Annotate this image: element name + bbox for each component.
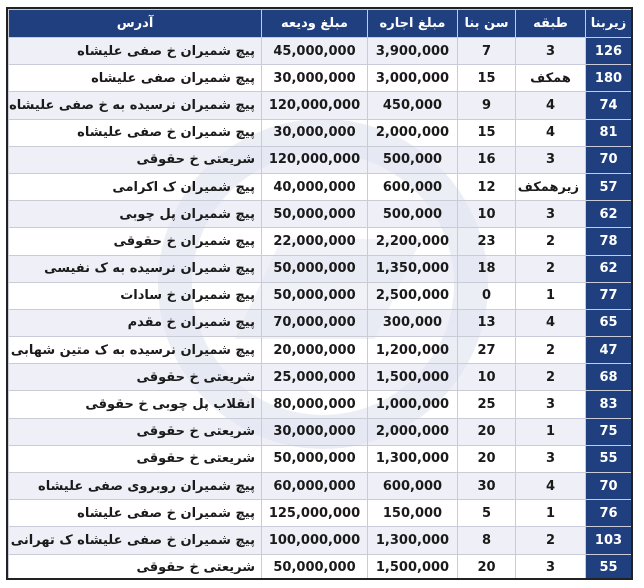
age-cell: 18 [458,255,516,282]
age-cell: 9 [458,92,516,119]
area-cell: 68 [586,364,632,391]
rent-cell: 2,200,000 [368,228,458,255]
deposit-cell: 50,000,000 [262,282,368,309]
deposit-cell: 45,000,000 [262,38,368,65]
age-cell: 15 [458,65,516,92]
rent-cell: 500,000 [368,201,458,228]
rent-cell: 2,000,000 [368,418,458,445]
table-row [9,38,632,65]
table-row [9,391,632,418]
rent-cell: 1,000,000 [368,391,458,418]
address-cell: پیچ شمیران خ صفی علیشاه ک تهرانی [9,527,262,554]
table-row [9,255,632,282]
table-row [9,146,632,173]
address-cell: پیچ شمیران صفی علیشاه [9,65,262,92]
floor-cell: 1 [516,282,586,309]
age-cell: 27 [458,337,516,364]
address-cell: پیچ شمیران پل چوبی [9,201,262,228]
table-row [9,473,632,500]
floor-cell: 1 [516,500,586,527]
area-cell: 70 [586,473,632,500]
age-cell: 10 [458,364,516,391]
floor-cell: 3 [516,445,586,472]
rent-cell: 1,500,000 [368,364,458,391]
deposit-cell: 25,000,000 [262,364,368,391]
header-address: آدرس [9,10,262,38]
table-row [9,418,632,445]
age-cell: 20 [458,554,516,580]
deposit-cell: 50,000,000 [262,255,368,282]
floor-cell: 2 [516,527,586,554]
rent-cell: 1,350,000 [368,255,458,282]
area-cell: 62 [586,255,632,282]
rent-cell: 2,500,000 [368,282,458,309]
rent-cell: 500,000 [368,146,458,173]
table-header-row [9,10,632,38]
area-cell: 74 [586,92,632,119]
floor-cell: 1 [516,418,586,445]
rent-cell: 1,500,000 [368,554,458,580]
table-row [9,228,632,255]
deposit-cell: 30,000,000 [262,65,368,92]
age-cell: 25 [458,391,516,418]
floor-cell: 2 [516,228,586,255]
area-cell: 70 [586,146,632,173]
address-cell: انقلاب پل چوبی خ حقوقی [9,391,262,418]
floor-cell: 3 [516,391,586,418]
rent-cell: 3,000,000 [368,65,458,92]
floor-cell: 4 [516,473,586,500]
deposit-cell: 40,000,000 [262,173,368,200]
age-cell: 7 [458,38,516,65]
header-area: زیربنا [586,10,632,38]
floor-cell: 4 [516,119,586,146]
deposit-cell: 120,000,000 [262,92,368,119]
deposit-cell: 80,000,000 [262,391,368,418]
rent-cell: 2,000,000 [368,119,458,146]
age-cell: 5 [458,500,516,527]
area-cell: 126 [586,38,632,65]
table-row [9,173,632,200]
age-cell: 30 [458,473,516,500]
age-cell: 23 [458,228,516,255]
header-rent: مبلغ اجاره [368,10,458,38]
table-body [9,38,632,581]
age-cell: 15 [458,119,516,146]
address-cell: شریعتی خ حقوقی [9,146,262,173]
rent-cell: 450,000 [368,92,458,119]
deposit-cell: 60,000,000 [262,473,368,500]
area-cell: 81 [586,119,632,146]
area-cell: 62 [586,201,632,228]
header-age: سن بنا [458,10,516,38]
deposit-cell: 125,000,000 [262,500,368,527]
deposit-cell: 50,000,000 [262,445,368,472]
table-row [9,500,632,527]
table-row [9,65,632,92]
floor-cell: 4 [516,309,586,336]
deposit-cell: 50,000,000 [262,554,368,580]
address-cell: پیچ شمیران ک اکرامی [9,173,262,200]
floor-cell: 2 [516,255,586,282]
deposit-cell: 30,000,000 [262,119,368,146]
address-cell: شریعتی خ حقوقی [9,554,262,580]
deposit-cell: 50,000,000 [262,201,368,228]
floor-cell: 3 [516,38,586,65]
table-row [9,92,632,119]
deposit-cell: 20,000,000 [262,337,368,364]
address-cell: پیچ شمیران خ مقدم [9,309,262,336]
area-cell: 57 [586,173,632,200]
deposit-cell: 120,000,000 [262,146,368,173]
rent-cell: 600,000 [368,173,458,200]
address-cell: پیچ شمیران نرسیده به ک نفیسی [9,255,262,282]
table-row [9,282,632,309]
area-cell: 76 [586,500,632,527]
rent-cell: 1,200,000 [368,337,458,364]
table-row [9,527,632,554]
area-cell: 65 [586,309,632,336]
rent-cell: 600,000 [368,473,458,500]
address-cell: شریعتی خ حقوقی [9,364,262,391]
age-cell: 12 [458,173,516,200]
area-cell: 77 [586,282,632,309]
rental-listings-table [8,9,632,580]
age-cell: 16 [458,146,516,173]
area-cell: 103 [586,527,632,554]
table-row [9,309,632,336]
floor-cell: 3 [516,146,586,173]
age-cell: 13 [458,309,516,336]
listing-table-frame [6,7,633,580]
address-cell: شریعتی خ حقوقی [9,418,262,445]
floor-cell: 4 [516,92,586,119]
area-cell: 83 [586,391,632,418]
area-cell: 78 [586,228,632,255]
floor-cell: 2 [516,364,586,391]
rent-cell: 300,000 [368,309,458,336]
deposit-cell: 100,000,000 [262,527,368,554]
floor-cell: 3 [516,554,586,580]
address-cell: پیچ شمیران خ صفی علیشاه [9,500,262,527]
address-cell: پیچ شمیران خ حقوقی [9,228,262,255]
address-cell: پیچ شمیران نرسیده به ک متین شهابی [9,337,262,364]
rent-cell: 3,900,000 [368,38,458,65]
table-row [9,445,632,472]
table-row [9,119,632,146]
area-cell: 180 [586,65,632,92]
rent-cell: 150,000 [368,500,458,527]
area-cell: 47 [586,337,632,364]
age-cell: 8 [458,527,516,554]
table-row [9,554,632,580]
address-cell: پیچ شمیران خ سادات [9,282,262,309]
address-cell: پیچ شمیران خ صفی علیشاه [9,38,262,65]
address-cell: پیچ شمیران روبروی صفی علیشاه [9,473,262,500]
floor-cell: زیرهمکف [516,173,586,200]
deposit-cell: 70,000,000 [262,309,368,336]
rent-cell: 1,300,000 [368,445,458,472]
floor-cell: 2 [516,337,586,364]
header-floor: طبقه [516,10,586,38]
area-cell: 55 [586,445,632,472]
age-cell: 20 [458,445,516,472]
header-deposit: مبلغ ودیعه [262,10,368,38]
rent-cell: 1,300,000 [368,527,458,554]
address-cell: پیچ شمیران نرسیده به خ صفی علیشاه [9,92,262,119]
area-cell: 55 [586,554,632,580]
table-row [9,201,632,228]
table-row [9,337,632,364]
address-cell: شریعتی خ حقوقی [9,445,262,472]
age-cell: 20 [458,418,516,445]
table-row [9,364,632,391]
floor-cell: 3 [516,201,586,228]
age-cell: 0 [458,282,516,309]
deposit-cell: 22,000,000 [262,228,368,255]
floor-cell: همکف [516,65,586,92]
age-cell: 10 [458,201,516,228]
deposit-cell: 30,000,000 [262,418,368,445]
area-cell: 75 [586,418,632,445]
address-cell: پیچ شمیران خ صفی علیشاه [9,119,262,146]
